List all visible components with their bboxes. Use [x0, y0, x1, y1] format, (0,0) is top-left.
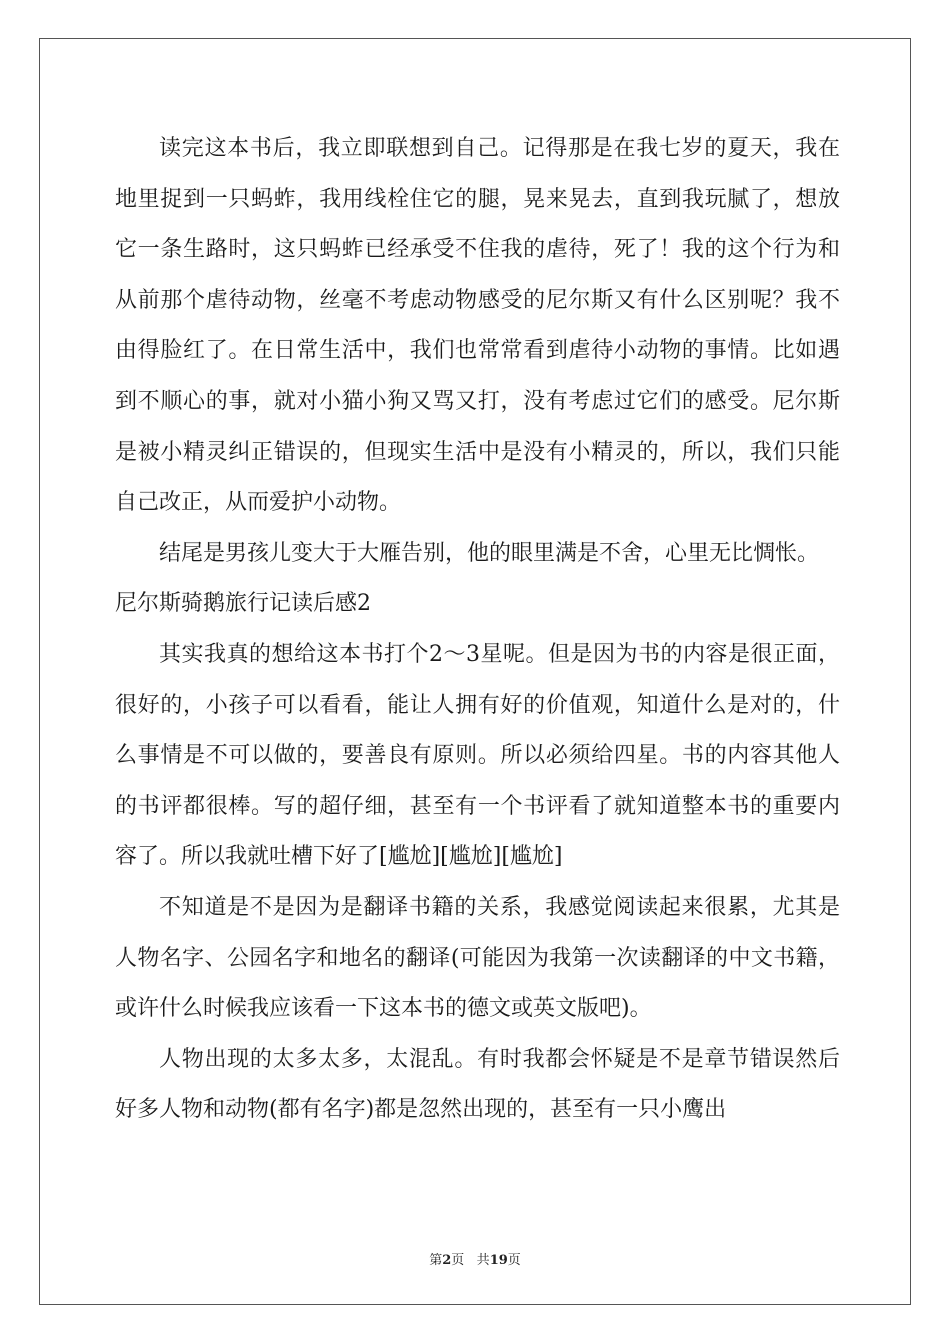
paragraph-4: 不知道是不是因为是翻译书籍的关系，我感觉阅读起来很累，尤其是人物名字、公园名字和地名的翻译(可能因为我第一次读翻译的中文书籍，或许什么时候我应该看一下这本书的德文或英文版吧)。 [115, 894, 840, 1022]
section-heading: 尼尔斯骑鹅旅行记读后感2 [115, 591, 371, 617]
document-body [115, 124, 840, 1136]
page-suffix: 页 [451, 1253, 465, 1268]
total-suffix: 页 [507, 1253, 521, 1268]
paragraph-5: 人物出现的太多太多，太混乱。有时我都会怀疑是不是章节错误然后好多人物和动物(都有名字)都是忽然出现的，甚至有一只小鹰出 [115, 1046, 840, 1123]
paragraph-2: 结尾是男孩儿变大于大雁告别，他的眼里满是不舍，心里无比惆怅。 [159, 540, 820, 566]
page-number: 2 [442, 1253, 452, 1268]
paragraph-3: 其实我真的想给这本书打个2～3星呢。但是因为书的内容是很正面，很好的，小孩子可以看看，能让人拥有好的价值观，知道什么是对的，什么事情是不可以做的，要善良有原则。所以必须给四星。书的内容其他人的书评都很棒。写的超仔细，甚至有一个书评看了就知道整本书的重要内容了。所以我就吐槽下好了[尴尬][尴尬][尴尬] [115, 641, 840, 870]
paragraph-1: 读完这本书后，我立即联想到自己。记得那是在我七岁的夏天，我在地里捉到一只蚂蚱，我用线栓住它的腿，晃来晃去，直到我玩腻了，想放它一条生路时，这只蚂蚱已经承受不住我的虐待，死了！我的这个行为和从前那个虐待动物，丝毫不考虑动物感受的尼尔斯又有什么区别呢？我不由得脸红了。在日常生活中，我们也常常看到虐待小动物的事情。比如遇到不顺心的事，就对小猫小狗又骂又打，没有考虑过它们的感受。尼尔斯是被小精灵纠正错误的，但现实生活中是没有小精灵的，所以，我们只能自己改正，从而爱护小动物。 [115, 136, 840, 516]
page-footer [0, 1249, 950, 1268]
total-pages: 19 [489, 1253, 508, 1268]
total-prefix: 共 [476, 1253, 490, 1268]
page-prefix: 第 [429, 1253, 443, 1268]
